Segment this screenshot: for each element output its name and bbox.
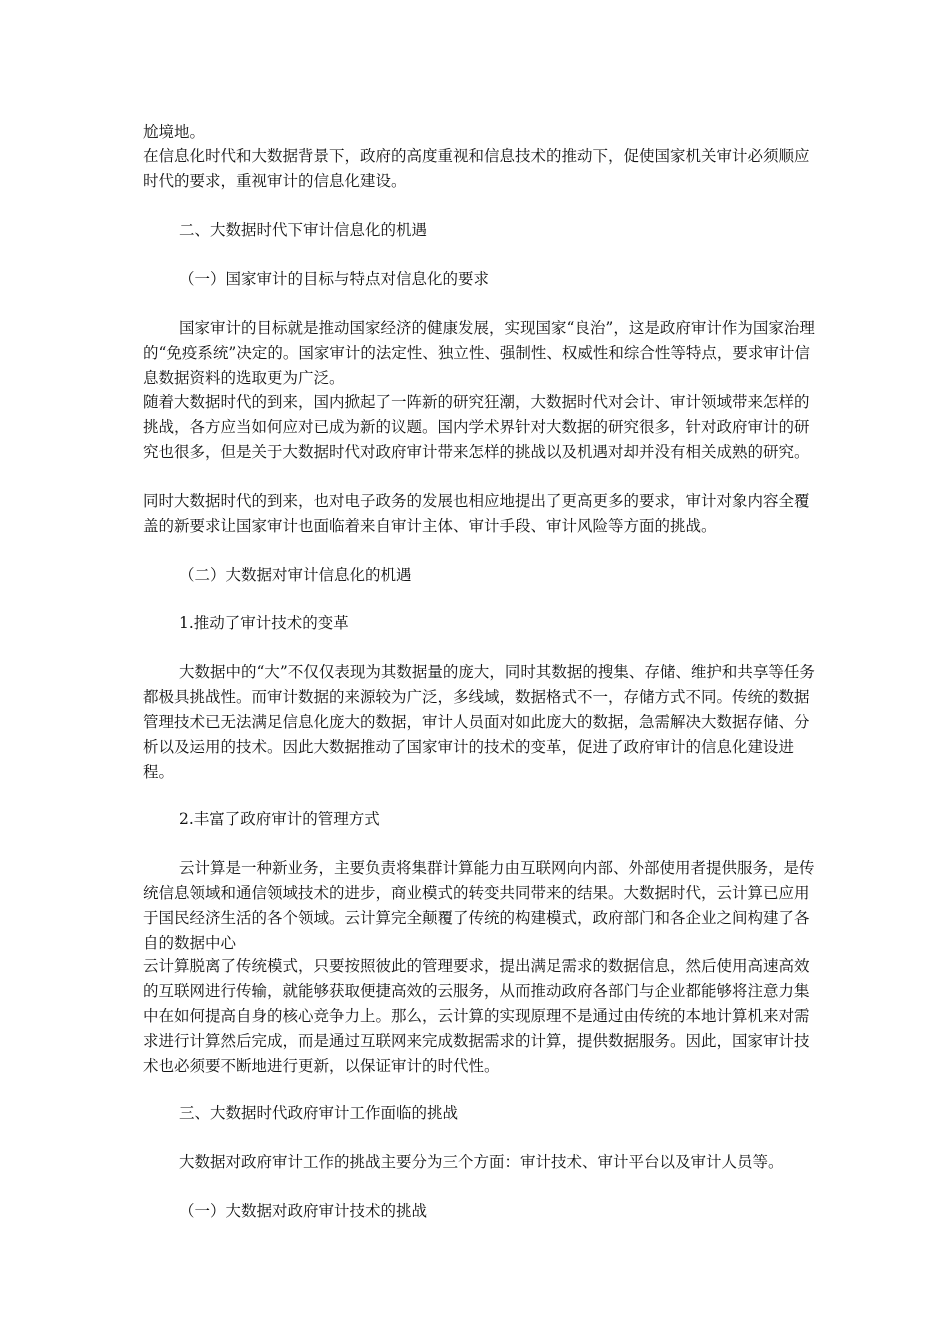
paragraph-big-data-meaning: 大数据中的“大”不仅仅表现为其数据量的庞大，同时其数据的搜集、存储、维护和共享等任务都极具挑战性。而审计数据的来源较为广泛，多线域，数据格式不一，存储方式不同。传统的数据管理技术已无法满足信息化庞大的数据，审计人员面对如此庞大的数据，急需解决大数据存储、分析以及运用的技术。因此大数据推动了国家审计的技术的变革，促进了政府审计的信息化建设进程。 — [143, 663, 815, 781]
paragraph-big-data-research: 随着大数据时代的到来，国内掀起了一阵新的研究狂潮，大数据时代对会计、审计领域带来怎样的挑战，各方应当如何应对已成为新的议题。国内学术界针对大数据的研究很多，针对政府审计的研究也很多，但是关于大数据时代对政府审计带来怎样的挑战以及机遇对却并没有相关成熟的研究。 — [143, 393, 810, 461]
paragraph-continuation: 尬境地。 — [143, 123, 206, 141]
section-heading-challenges: 三、大数据时代政府审计工作面临的挑战 — [179, 1104, 459, 1122]
subsection-heading-goals: （一）国家审计的目标与特点对信息化的要求 — [179, 270, 490, 288]
paragraph-cloud-computing: 云计算是一种新业务，主要负责将集群计算能力由互联网向内部、外部使用者提供服务，是传统信息领域和通信领域技术的进步，商业模式的转变共同带来的结果。大数据时代，云计算已应用于国民经济生活的各个领域。云计算完全颠覆了传统的构建模式，政府部门和各企业之间构建了各自的数据中心 — [143, 859, 815, 952]
paragraph-info-era: 在信息化时代和大数据背景下，政府的高度重视和信息技术的推动下，促使国家机关审计必须顺应时代的要求，重视审计的信息化建设。 — [143, 147, 810, 190]
section-heading-opportunities: 二、大数据时代下审计信息化的机遇 — [179, 221, 428, 239]
paragraph-challenge-aspects: 大数据对政府审计工作的挑战主要分为三个方面：审计技术、审计平台以及审计人员等。 — [179, 1153, 784, 1171]
paragraph-audit-goals: 国家审计的目标就是推动国家经济的健康发展，实现国家“良治”，这是政府审计作为国家治理的“免疫系统”决定的。国家审计的法定性、独立性、强制性、权威性和综合性等特点，要求审计信息数据资料的选取更为广泛。 — [143, 319, 815, 387]
paragraph-e-government: 同时大数据时代的到来，也对电子政务的发展也相应地提出了更高更多的要求，审计对象内容全覆盖的新要求让国家审计也面临着来自审计主体、审计手段、审计风险等方面的挑战。 — [143, 492, 810, 535]
subsection-heading-tech-challenge: （一）大数据对政府审计技术的挑战 — [179, 1202, 428, 1220]
item-heading-tech-reform: 1.推动了审计技术的变革 — [179, 614, 349, 632]
subsection-heading-opportunity: （二）大数据对审计信息化的机遇 — [179, 566, 412, 584]
paragraph-cloud-model: 云计算脱离了传统模式，只要按照彼此的管理要求，提出满足需求的数据信息，然后使用高速高效的互联网进行传输，就能够获取便捷高效的云服务，从而推动政府各部门与企业都能够将注意力集中在如何提高自身的核心竞争力上。那么，云计算的实现原理不是通过由传统的本地计算机来对需求进行计算然后完成，而是通过互联网来完成数据需求的计算，提供数据服务。因此，国家审计技术也必须要不断地进行更新，以保证审计的时代性。 — [143, 957, 810, 1075]
item-heading-management: 2.丰富了政府审计的管理方式 — [179, 810, 380, 828]
